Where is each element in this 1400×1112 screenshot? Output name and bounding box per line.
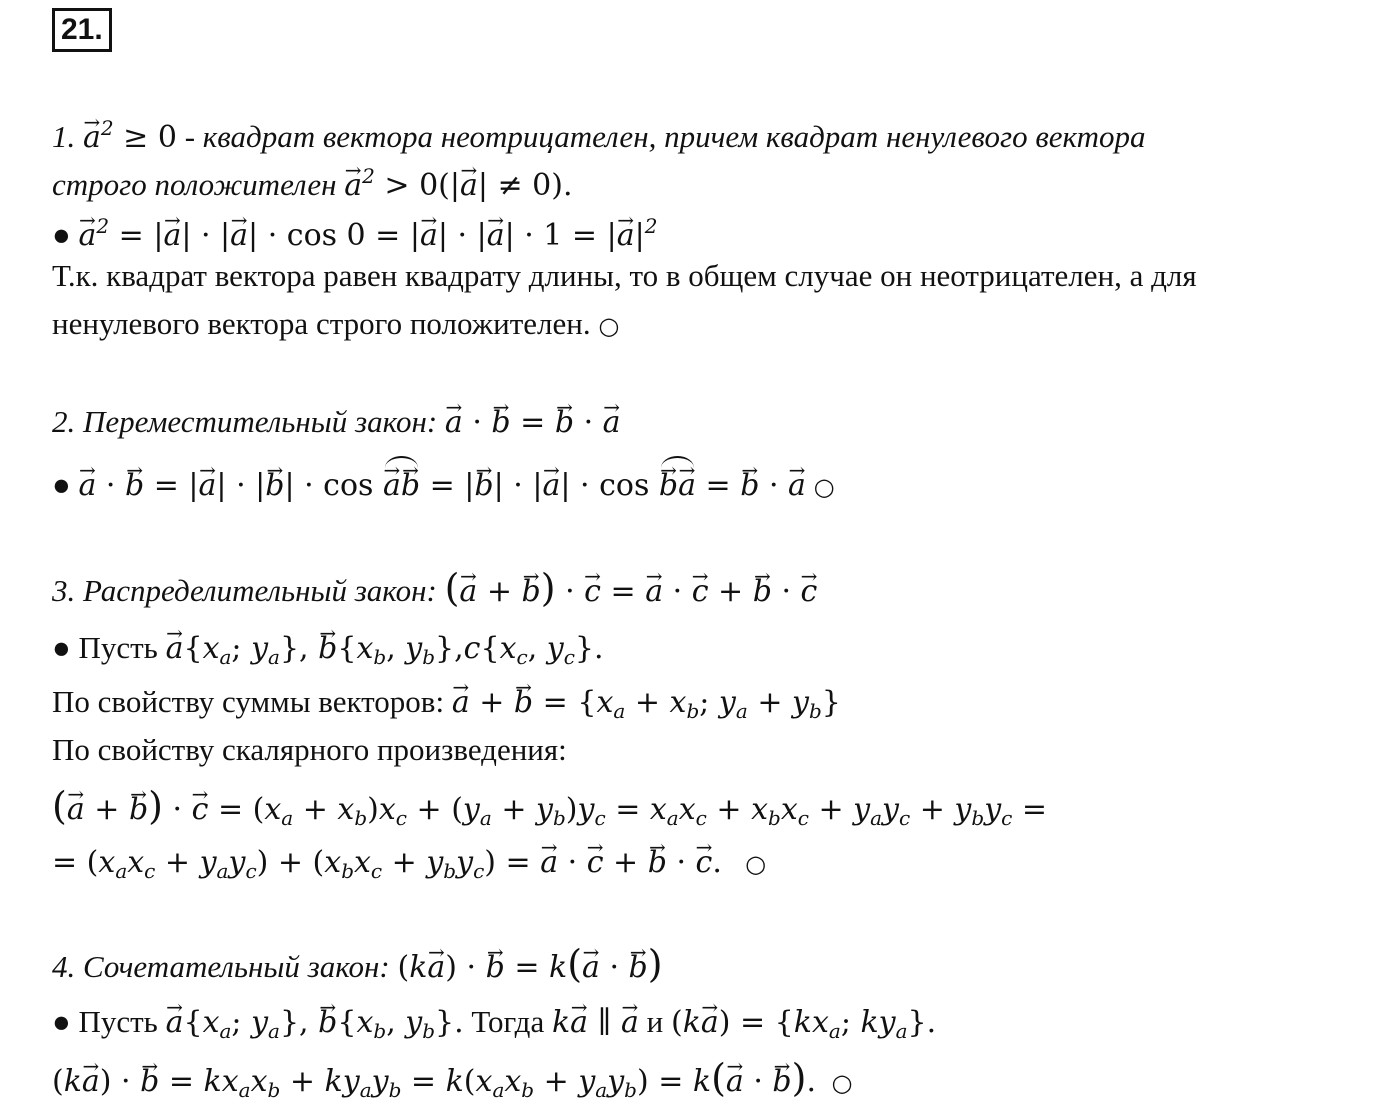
s2-proof-formula: a → · b → = |a →| · |b →| · cos a →b → = |b →| · |a →| · cos b →a → = b → · a → <box>78 468 805 503</box>
s3-scalar-line: По свойству скалярного произведения: <box>52 732 567 767</box>
s1-proof-line <box>52 206 657 256</box>
s1-formula-main: a →$^2$ ≥ 0 <box>83 120 177 155</box>
s2-proof-line <box>52 465 835 507</box>
s1-description-2: строго положителен <box>52 167 337 202</box>
s4-proof-formula: (ka →) · b → = $kx_ax_b + ky_ay_b = k(x_ax_b + y_ay_b) = k(a$ → · b →). <box>52 1064 816 1099</box>
s2-label: 2. Переместительный закон: <box>52 404 438 439</box>
s4-vectors-def: $a \to\{x_a$; $y_a$}, $b \to\{x_b$, $y_b$}. <box>166 1005 464 1040</box>
end-proof-icon: ○ <box>813 473 835 501</box>
s1-text-line1: Т.к. квадрат вектора равен квадрату длины, то в общем случае он неотрицателен, а для <box>52 258 1197 293</box>
s3-sum-property: По свойству суммы векторов: <box>52 684 445 719</box>
s4-proof-line <box>52 1058 852 1110</box>
s3-expansion-formula-1: (a → + b →) · c → = $(x_a + x_b)x_c + (y_a + y_b)y_c = x_ax_c + x_bx_c + y_ay_c + y_by_c$ = <box>52 792 1047 827</box>
s3-expansion-formula-2: = $(x_ax_c + y_ay_c) + (x_bx_c + y_by_c) = a$ → · c → + b → · c →. <box>52 845 722 880</box>
s3-law-formula: (a → + b →) · c → = a → · c → + b → · c → <box>445 574 818 609</box>
s3-title-line <box>52 568 817 612</box>
s1-proof-formula: a →$^2$ = |a →| · |a →| · cos 0 = |a →| · |a →| · $1 = |a \to|^2$ <box>78 218 657 253</box>
s1-text-line2 <box>52 304 619 346</box>
end-proof-icon: ○ <box>745 850 767 878</box>
bullet-icon: ● <box>52 217 71 252</box>
bullet-icon: ● <box>52 467 71 502</box>
s1-line2 <box>52 156 573 206</box>
s3-label: 3. Распределительный закон: <box>52 573 437 608</box>
s3-vectors-def: $a \to\{x_a$; $y_a$}, $b \to\{x_b$, $y_b\},c\{x_c$, $y_c$}. <box>166 631 604 666</box>
s4-law-formula: (ka →) · b → = k(a → · b →) <box>397 950 662 985</box>
s4-coords-formula: (ka →) = {$kx_a$; $ky_a$}. <box>671 1005 936 1040</box>
s3-let-word: Пусть <box>78 630 158 665</box>
s3-sum-formula: a → + b → = {$x_a + x_b$; $y_a + y_b$} <box>452 685 841 720</box>
s1-conclusion: ненулевого вектора строго положителен. <box>52 306 591 341</box>
s1-line1 <box>52 108 1146 158</box>
s4-label: 4. Сочетательный закон: <box>52 949 390 984</box>
s4-let-word: Пусть <box>78 1004 158 1039</box>
s3-expansion-line2 <box>52 842 766 891</box>
end-proof-icon: ○ <box>598 312 620 340</box>
s2-law-formula: a → · b → = b → · a → <box>445 405 621 440</box>
problem-number-badge: 21. <box>52 8 112 52</box>
s1-number: 1. <box>52 119 76 154</box>
s1-formula-strict: a →$^2$ > 0(|a →| ≠ 0). <box>344 168 572 203</box>
s4-then-word: Тогда <box>471 1004 545 1039</box>
s4-and-word: и <box>646 1004 664 1039</box>
bullet-icon: ● <box>52 630 71 665</box>
s3-sum-line <box>52 682 841 731</box>
bullet-icon: ● <box>52 1004 71 1039</box>
end-proof-icon: ○ <box>831 1069 853 1097</box>
s4-let-line <box>52 1002 936 1051</box>
s4-parallel-formula: ka → ∥ a → <box>552 1005 639 1040</box>
s2-title-line <box>52 402 621 443</box>
s1-description: - квадрат вектора неотрицателен, причем квадрат ненулевого вектора <box>184 119 1146 154</box>
s4-title-line <box>52 944 663 988</box>
